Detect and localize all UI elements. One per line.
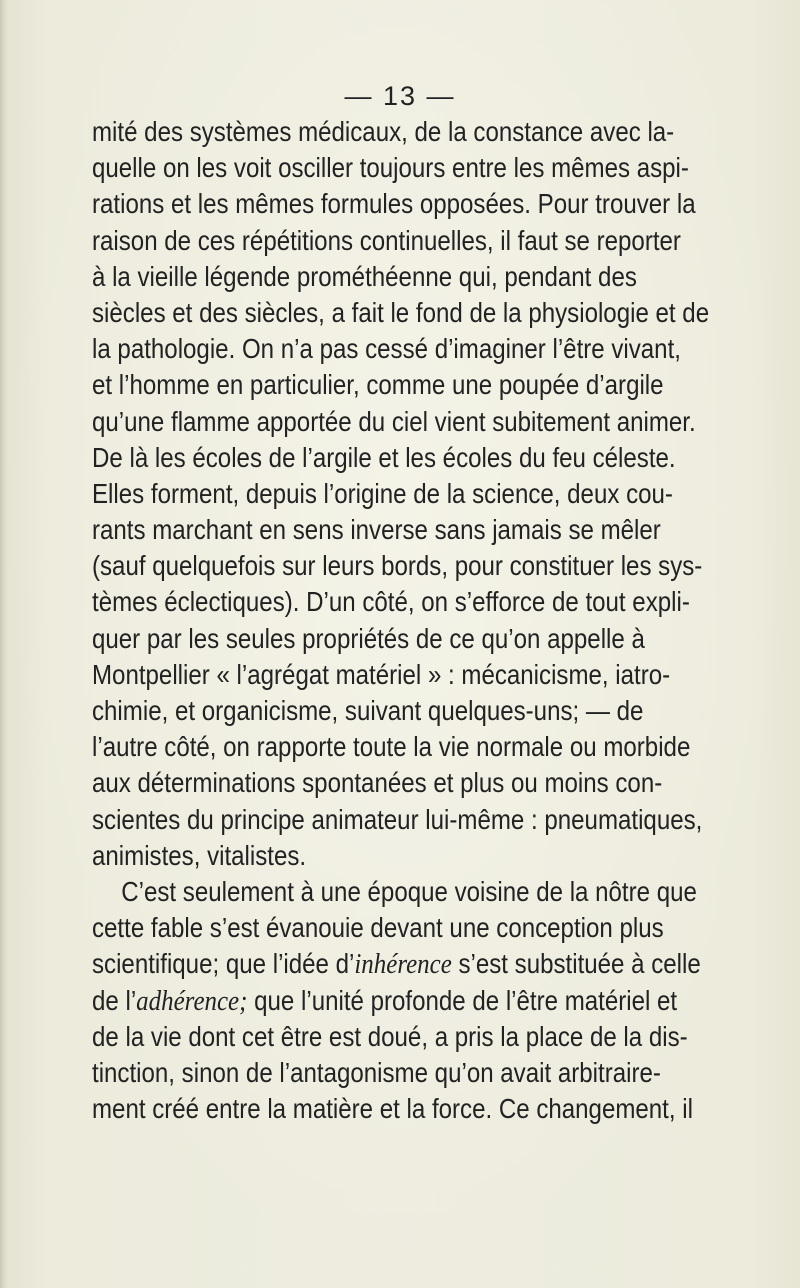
text-line-with-italic [92, 946, 701, 982]
text-line: cette fable s’est évanouie devant une conception plus [92, 912, 664, 944]
text-line: la pathologie. On n’a pas cessé d’imaginer l’être vivant, [92, 333, 681, 365]
italic-term-inherence: inhérence [354, 948, 452, 981]
page-gutter-shadow [0, 0, 8, 1288]
text-line: (sauf quelquefois sur leurs bords, pour constituer les sys- [92, 550, 703, 582]
text-line: et l’homme en particulier, comme une poupée d’argile [92, 369, 664, 401]
line-segment: de l’ [92, 984, 137, 1016]
italic-term-adherence: adhérence; [136, 984, 248, 1017]
line-segment: s’est substituée à celle [451, 948, 701, 980]
text-line: scientes du principe animateur lui-même : pneumatiques, [92, 803, 703, 835]
text-line: rants marchant en sens inverse sans jamais se mêler [92, 514, 661, 546]
text-line: chimie, et organicisme, suivant quelques-uns; — de [92, 695, 644, 726]
text-line: rations et les mêmes formules opposées. Pour trouver la [92, 188, 696, 220]
text-line: de la vie dont cet être est doué, a pris la place de la dis- [92, 1020, 688, 1052]
text-line: tinction, sinon de l’antagonisme qu’on avait arbitraire- [92, 1056, 661, 1088]
paragraph-end-line: animistes, vitalistes. [92, 839, 307, 871]
text-line: tèmes éclectiques). D’un côté, on s’efforce de tout expli- [92, 586, 690, 618]
text-line: raison de ces répétitions continuelles, il faut se reporter [92, 224, 681, 256]
text-line-with-italic [92, 983, 678, 1019]
text-line: ment créé entre la matière et la force. Ce changement, il [92, 1093, 693, 1125]
text-line: siècles et des siècles, a fait le fond de la physiologie et de [92, 296, 710, 328]
text-line: à la vieille légende prométhéenne qui, pendant des [92, 260, 637, 292]
paragraph-start-line: C’est seulement à une époque voisine de la nôtre que [121, 875, 697, 907]
text-line: quer par les seules propriétés de ce qu’on appelle à [92, 622, 645, 654]
text-line: aux déterminations spontanées et plus ou moins con- [92, 767, 663, 799]
page-number: — 13 — [344, 81, 456, 111]
line-segment: que l’unité profonde de l’être matériel et [247, 984, 678, 1016]
body-text [92, 114, 710, 1127]
line-segment: scientifique; que l’idée d’ [92, 948, 355, 980]
text-line: l’autre côté, on rapporte toute la vie normale ou morbide [92, 731, 691, 763]
text-line: qu’une flamme apportée du ciel vient subitement animer. [92, 405, 696, 437]
text-line: mité des systèmes médicaux, de la constance avec la- [92, 116, 675, 147]
text-line: De là les écoles de l’argile et les écoles du feu céleste. [92, 441, 676, 473]
text-line: Montpellier « l’agrégat matériel » : mécanicisme, iatro- [92, 658, 671, 690]
text-line: quelle on les voit osciller toujours entre les mêmes aspi- [92, 152, 689, 184]
text-line: Elles forment, depuis l’origine de la science, deux cou- [92, 477, 673, 509]
